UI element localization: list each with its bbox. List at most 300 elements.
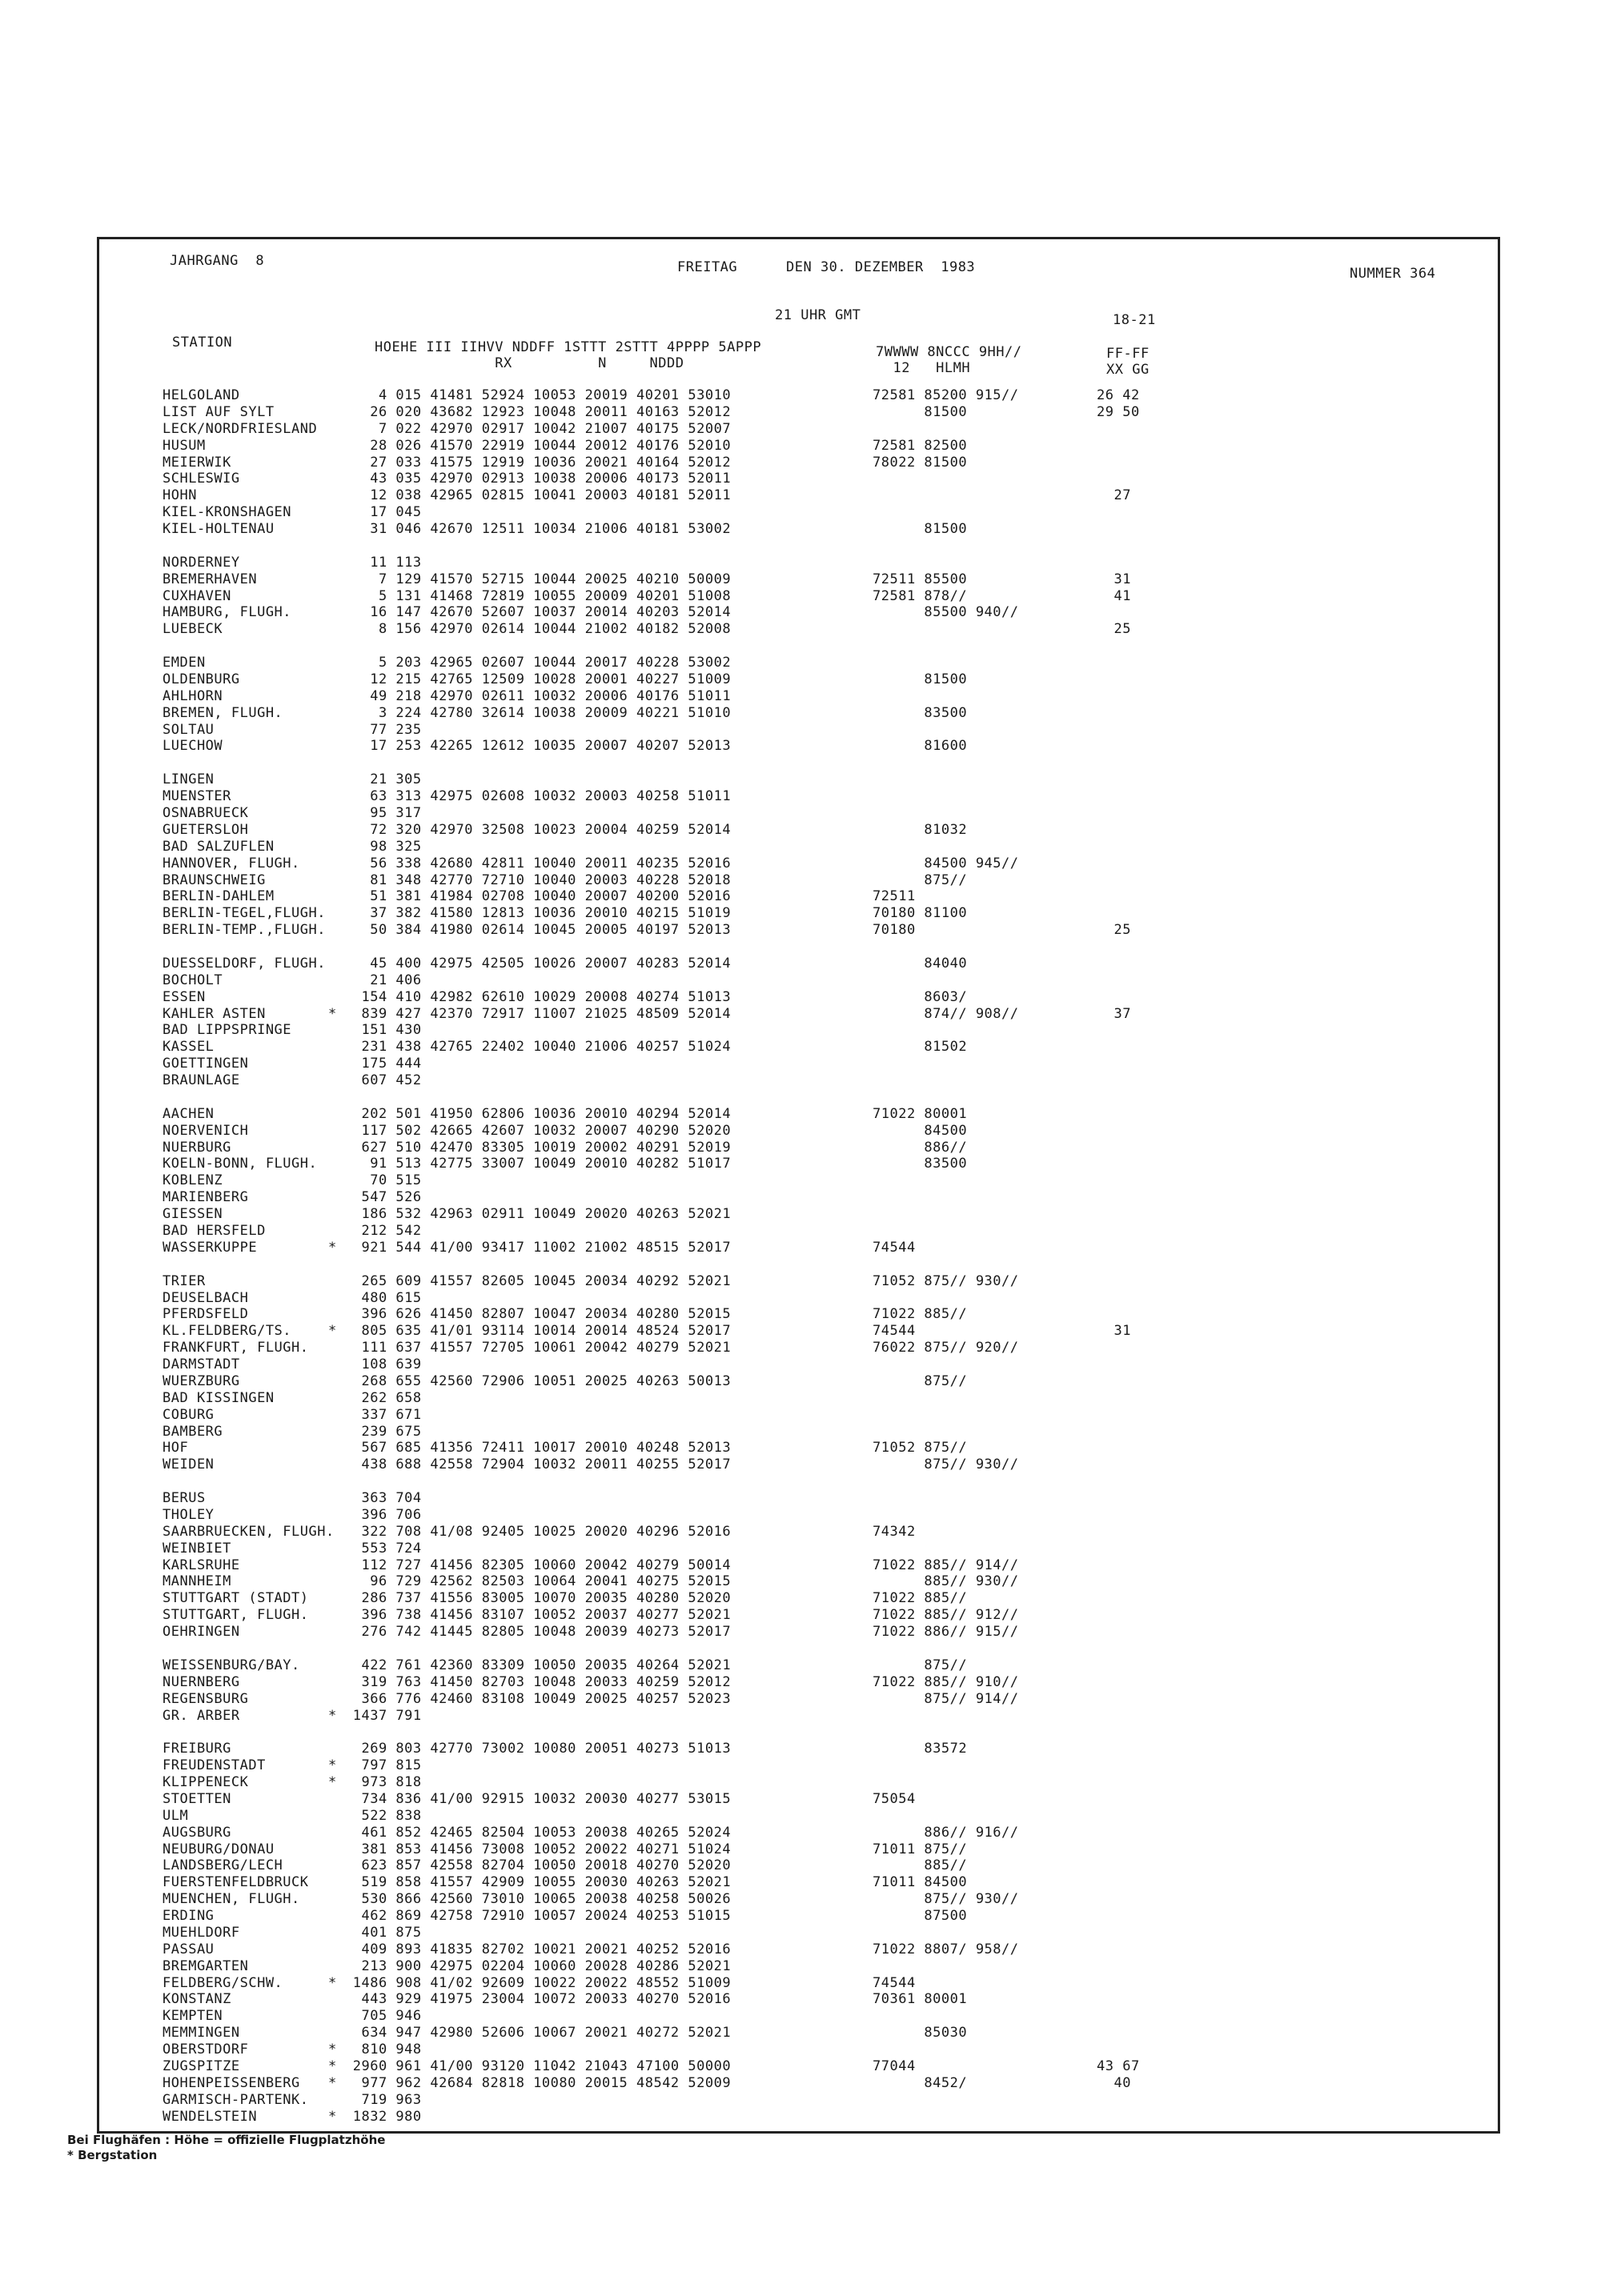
observation-values: 28 026 41570 22919 10044 20012 40176 52010 xyxy=(344,437,732,454)
station-name: BERLIN-TEMP.,FLUGH. xyxy=(163,922,326,939)
observation-values: 231 438 42765 22402 10040 21006 40257 51024 xyxy=(344,1039,732,1056)
table-row xyxy=(0,1657,1601,1673)
observation-values: 797 815 xyxy=(344,1757,422,1774)
gust-values: 40 xyxy=(1097,2074,1131,2091)
synop-groups: 70180 81100 xyxy=(873,905,968,922)
station-name: BAMBERG xyxy=(163,1423,223,1440)
table-row xyxy=(0,1791,1601,1807)
observation-values: 921 544 41/00 93417 11002 21002 48515 52017 xyxy=(344,1239,732,1256)
synop-groups: 72581 878// xyxy=(873,587,968,604)
table-row xyxy=(0,855,1601,872)
observation-values: 175 444 xyxy=(344,1056,422,1072)
mountain-station-marker: * xyxy=(328,1005,337,1022)
station-name: SAARBRUECKEN, FLUGH. xyxy=(163,1523,335,1540)
table-row xyxy=(0,822,1601,838)
table-row xyxy=(0,1323,1601,1339)
gust-values: 31 xyxy=(1097,1323,1131,1340)
gust-values: 43 67 xyxy=(1097,2058,1140,2074)
station-name: OLDENBURG xyxy=(163,671,240,687)
obs-column-subheader: RX N NDDD xyxy=(375,355,684,371)
station-name: MUEHLDORF xyxy=(163,1924,240,1941)
observation-values: 17 045 xyxy=(344,504,422,521)
station-name: SCHLESWIG xyxy=(163,471,240,487)
station-name: BAD HERSFELD xyxy=(163,1223,266,1239)
table-row xyxy=(0,1557,1601,1573)
table-row xyxy=(0,872,1601,888)
synop-groups: 85500 940// xyxy=(873,604,1019,621)
gust-values: 25 xyxy=(1097,621,1131,638)
synop-groups: 81032 xyxy=(873,821,968,838)
gust-values: 29 50 xyxy=(1097,403,1140,420)
synop-groups: 72581 82500 xyxy=(873,437,968,454)
station-name: BERUS xyxy=(163,1490,206,1507)
table-row xyxy=(0,1306,1601,1322)
table-row xyxy=(0,1691,1601,1707)
observation-values: 1437 791 xyxy=(344,1707,422,1724)
synop-groups: 71022 885// xyxy=(873,1306,968,1323)
group-spacer xyxy=(0,1641,1601,1657)
station-name: KARLSRUHE xyxy=(163,1557,240,1573)
table-row xyxy=(0,1189,1601,1205)
observation-values: 151 430 xyxy=(344,1022,422,1039)
synop-groups: 85030 xyxy=(873,2025,968,2042)
period-label: 18-21 xyxy=(1113,312,1156,328)
table-row xyxy=(0,1356,1601,1372)
table-row xyxy=(0,1123,1601,1139)
observation-values: 202 501 41950 62806 10036 20010 40294 52014 xyxy=(344,1105,732,1122)
table-row xyxy=(0,1774,1601,1790)
footnote-airport-height: Bei Flughäfen : Höhe = offizielle Flugplatzhöhe xyxy=(67,2133,386,2147)
synop-groups: 8452/ xyxy=(873,2074,968,2091)
table-row xyxy=(0,621,1601,637)
synop-groups: 874// 908// xyxy=(873,1005,1019,1022)
observation-values: 49 218 42970 02611 10032 20006 40176 51011 xyxy=(344,687,732,704)
station-name: KOELN-BONN, FLUGH. xyxy=(163,1156,318,1172)
synop-groups: 71011 875// xyxy=(873,1841,968,1857)
observation-values: 77 235 xyxy=(344,721,422,738)
observation-values: 719 963 xyxy=(344,2091,422,2108)
observation-values: 319 763 41450 82703 10048 20033 40259 52012 xyxy=(344,1673,732,1690)
station-name: COBURG xyxy=(163,1406,215,1423)
synop-groups: 83500 xyxy=(873,1156,968,1172)
table-row xyxy=(0,1223,1601,1239)
table-row xyxy=(0,1857,1601,1873)
table-row xyxy=(0,655,1601,671)
station-name: WEIDEN xyxy=(163,1457,215,1473)
observation-values: 705 946 xyxy=(344,2008,422,2025)
observation-values: 1832 980 xyxy=(344,2108,422,2125)
observation-values: 31 046 42670 12511 10034 21006 40181 53002 xyxy=(344,521,732,538)
station-name: KAHLER ASTEN xyxy=(163,1005,266,1022)
station-name: HUSUM xyxy=(163,437,206,454)
station-name: DUESSELDORF, FLUGH. xyxy=(163,955,326,972)
table-row xyxy=(0,1056,1601,1072)
volume-label: JAHRGANG 8 xyxy=(170,253,265,269)
table-row xyxy=(0,671,1601,687)
observation-time: 21 UHR GMT xyxy=(775,307,861,323)
synop-groups: 87500 xyxy=(873,1908,968,1925)
observation-values: 443 929 41975 23004 10072 20033 40270 52016 xyxy=(344,1991,732,2008)
synop-column-header: 7WWWW 8NCCC 9HH// xyxy=(876,344,1022,360)
table-row xyxy=(0,1156,1601,1172)
station-name: BOCHOLT xyxy=(163,972,223,988)
station-name: ZUGSPITZE xyxy=(163,2058,240,2074)
table-row xyxy=(0,588,1601,604)
table-row xyxy=(0,1674,1601,1690)
observation-values: 530 866 42560 73010 10065 20038 40258 50026 xyxy=(344,1891,732,1908)
observation-values: 366 776 42460 83108 10049 20025 40257 52023 xyxy=(344,1690,732,1707)
gust-column-subheader: XX GG xyxy=(1106,362,1150,378)
observation-values: 522 838 xyxy=(344,1807,422,1824)
observation-values: 322 708 41/08 92405 10025 20020 40296 52016 xyxy=(344,1523,732,1540)
table-row xyxy=(0,1390,1601,1406)
mountain-station-marker: * xyxy=(328,1239,337,1256)
synop-groups: 71022 885// 914// xyxy=(873,1557,1019,1573)
station-name: KL.FELDBERG/TS. xyxy=(163,1323,292,1340)
table-row xyxy=(0,404,1601,420)
table-row xyxy=(0,905,1601,921)
synop-groups: 81500 xyxy=(873,671,968,687)
station-name: BREMEN, FLUGH. xyxy=(163,704,283,721)
synop-groups: 81600 xyxy=(873,738,968,755)
station-name: MANNHEIM xyxy=(163,1573,231,1590)
observation-values: 396 626 41450 82807 10047 20034 40280 52015 xyxy=(344,1306,732,1323)
observation-values: 112 727 41456 82305 10060 20042 40279 50014 xyxy=(344,1557,732,1573)
observation-values: 567 685 41356 72411 10017 20010 40248 52013 xyxy=(344,1440,732,1457)
station-name: BERLIN-DAHLEM xyxy=(163,888,275,905)
station-name: PASSAU xyxy=(163,1941,215,1957)
observation-values: 409 893 41835 82702 10021 20021 40252 52016 xyxy=(344,1941,732,1957)
observation-values: 973 818 xyxy=(344,1774,422,1791)
table-row xyxy=(0,688,1601,704)
table-row xyxy=(0,1440,1601,1456)
table-row xyxy=(0,972,1601,988)
table-row xyxy=(0,1106,1601,1122)
table-row xyxy=(0,1457,1601,1473)
mountain-station-marker: * xyxy=(328,1323,337,1340)
station-name: GOETTINGEN xyxy=(163,1056,249,1072)
observation-values: 265 609 41557 82605 10045 20034 40292 52021 xyxy=(344,1272,732,1289)
station-name: HELGOLAND xyxy=(163,387,240,403)
group-spacer xyxy=(0,939,1601,955)
station-name: FRANKFURT, FLUGH. xyxy=(163,1340,309,1356)
table-row xyxy=(0,421,1601,437)
station-name: GR. ARBER xyxy=(163,1707,240,1724)
synop-groups: 81500 xyxy=(873,521,968,538)
station-name: LUEBECK xyxy=(163,621,223,638)
observation-values: 839 427 42370 72917 11007 21025 48509 52014 xyxy=(344,1005,732,1022)
station-name: NUERBURG xyxy=(163,1139,231,1156)
observation-values: 63 313 42975 02608 10032 20003 40258 51011 xyxy=(344,788,732,805)
synop-groups: 77044 xyxy=(873,2058,916,2074)
synop-groups: 875// xyxy=(873,872,968,888)
table-row xyxy=(0,738,1601,754)
observation-values: 607 452 xyxy=(344,1072,422,1089)
table-row xyxy=(0,1573,1601,1589)
observation-values: 70 515 xyxy=(344,1172,422,1189)
table-row xyxy=(0,387,1601,403)
obs-column-header: HOEHE III IIHVV NDDFF 1STTT 2STTT 4PPPP 5APPP xyxy=(375,339,762,355)
observation-values: 268 655 42560 72906 10051 20025 40263 50013 xyxy=(344,1372,732,1389)
table-row xyxy=(0,1206,1601,1222)
observation-values: 734 836 41/00 92915 10032 20030 40277 53015 xyxy=(344,1790,732,1807)
table-row xyxy=(0,1958,1601,1974)
observation-values: 363 704 xyxy=(344,1490,422,1507)
table-row xyxy=(0,2075,1601,2091)
station-name: BREMERHAVEN xyxy=(163,571,258,587)
table-row xyxy=(0,1891,1601,1907)
observation-values: 519 858 41557 42909 10055 20030 40263 52021 xyxy=(344,1874,732,1891)
observation-values: 96 729 42562 82503 10064 20041 40275 52015 xyxy=(344,1573,732,1590)
mountain-station-marker: * xyxy=(328,1757,337,1774)
synop-groups: 886// xyxy=(873,1139,968,1156)
table-row xyxy=(0,956,1601,972)
observation-values: 45 400 42975 42505 10026 20007 40283 52014 xyxy=(344,955,732,972)
table-row xyxy=(0,604,1601,620)
station-name: BERLIN-TEGEL,FLUGH. xyxy=(163,905,326,922)
table-row xyxy=(0,1273,1601,1289)
station-name: FREUDENSTADT xyxy=(163,1757,266,1774)
observation-values: 805 635 41/01 93114 10014 20014 48524 52017 xyxy=(344,1323,732,1340)
station-name: THOLEY xyxy=(163,1506,215,1523)
table-row xyxy=(0,1541,1601,1557)
table-row xyxy=(0,438,1601,454)
table-row xyxy=(0,1072,1601,1088)
table-row xyxy=(0,788,1601,804)
observation-values: 337 671 xyxy=(344,1406,422,1423)
synop-groups: 78022 81500 xyxy=(873,454,968,471)
synop-groups: 84040 xyxy=(873,955,968,972)
observation-values: 623 857 42558 82704 10050 20018 40270 52020 xyxy=(344,1857,732,1874)
station-name: KIEL-HOLTENAU xyxy=(163,521,275,538)
table-row xyxy=(0,888,1601,904)
observation-values: 117 502 42665 42607 10032 20007 40290 52020 xyxy=(344,1122,732,1139)
station-name: GUETERSLOH xyxy=(163,821,249,838)
mountain-station-marker: * xyxy=(328,2042,337,2058)
synop-groups: 74544 xyxy=(873,1974,916,1991)
station-name: GIESSEN xyxy=(163,1206,223,1223)
station-name: FREIBURG xyxy=(163,1741,231,1757)
station-name: OSNABRUECK xyxy=(163,805,249,821)
observation-values: 438 688 42558 72904 10032 20011 40255 52017 xyxy=(344,1457,732,1473)
table-row xyxy=(0,1022,1601,1038)
station-name: HOHENPEISSENBERG xyxy=(163,2074,300,2091)
footnote-mountain-station: * Bergstation xyxy=(67,2148,158,2162)
station-name: ESSEN xyxy=(163,988,206,1005)
observation-values: 154 410 42982 62610 10029 20008 40274 51013 xyxy=(344,988,732,1005)
observation-values: 462 869 42758 72910 10057 20024 40253 51015 xyxy=(344,1908,732,1925)
mountain-station-marker: * xyxy=(328,1774,337,1791)
gust-values: 25 xyxy=(1097,922,1131,939)
observation-values: 239 675 xyxy=(344,1423,422,1440)
synop-groups: 81500 xyxy=(873,403,968,420)
synop-groups: 71022 8807/ 958// xyxy=(873,1941,1019,1957)
observation-values: 98 325 xyxy=(344,838,422,855)
synop-groups: 875// 914// xyxy=(873,1690,1019,1707)
table-row xyxy=(0,1607,1601,1623)
station-name: ULM xyxy=(163,1807,189,1824)
synop-groups: 74342 xyxy=(873,1523,916,1540)
station-name: NOERVENICH xyxy=(163,1122,249,1139)
synop-groups: 8603/ xyxy=(873,988,968,1005)
observation-values: 8 156 42970 02614 10044 21002 40182 52008 xyxy=(344,621,732,638)
station-name: NEUBURG/DONAU xyxy=(163,1841,275,1857)
observation-values: 286 737 41556 83005 10070 20035 40280 52020 xyxy=(344,1590,732,1607)
observation-values: 422 761 42360 83309 10050 20035 40264 52021 xyxy=(344,1657,732,1673)
station-name: HANNOVER, FLUGH. xyxy=(163,855,300,872)
synop-groups: 71022 80001 xyxy=(873,1105,968,1122)
group-spacer xyxy=(0,638,1601,654)
table-row xyxy=(0,455,1601,471)
table-row xyxy=(0,2008,1601,2024)
observation-values: 2960 961 41/00 93120 11042 21043 47100 50000 xyxy=(344,2058,732,2074)
synop-groups: 70361 80001 xyxy=(873,1991,968,2008)
station-column-header: STATION xyxy=(172,335,233,351)
observation-values: 81 348 42770 72710 10040 20003 40228 52018 xyxy=(344,872,732,888)
table-row xyxy=(0,504,1601,520)
station-name: BRAUNSCHWEIG xyxy=(163,872,266,888)
table-row xyxy=(0,1991,1601,2007)
table-row xyxy=(0,771,1601,787)
observation-values: 186 532 42963 02911 10049 20020 40263 52021 xyxy=(344,1206,732,1223)
table-row xyxy=(0,1340,1601,1356)
station-name: NUERNBERG xyxy=(163,1673,240,1690)
observation-values: 213 900 42975 02204 10060 20028 40286 52021 xyxy=(344,1957,732,1974)
synop-groups: 71022 886// 915// xyxy=(873,1624,1019,1641)
observation-values: 396 706 xyxy=(344,1506,422,1523)
group-spacer xyxy=(0,1724,1601,1740)
observation-values: 26 020 43682 12923 10048 20011 40163 52012 xyxy=(344,403,732,420)
observation-values: 37 382 41580 12813 10036 20010 40215 51019 xyxy=(344,905,732,922)
table-row xyxy=(0,1006,1601,1022)
table-row xyxy=(0,2025,1601,2041)
station-name: HOHN xyxy=(163,487,197,504)
observation-values: 91 513 42775 33007 10049 20010 40282 51017 xyxy=(344,1156,732,1172)
station-name: CUXHAVEN xyxy=(163,587,231,604)
date-label: DEN 30. DEZEMBER 1983 xyxy=(786,259,976,275)
station-name: FELDBERG/SCHW. xyxy=(163,1974,283,1991)
station-name: WEISSENBURG/BAY. xyxy=(163,1657,300,1673)
station-name: KONSTANZ xyxy=(163,1991,231,2008)
table-row xyxy=(0,1825,1601,1841)
station-name: KLIPPENECK xyxy=(163,1774,249,1791)
table-row xyxy=(0,1407,1601,1423)
station-name: WASSERKUPPE xyxy=(163,1239,258,1256)
station-name: LUECHOW xyxy=(163,738,223,755)
station-name: OBERSTDORF xyxy=(163,2042,249,2058)
station-name: MEMMINGEN xyxy=(163,2025,240,2042)
synop-groups: 75054 xyxy=(873,1790,916,1807)
station-name: HAMBURG, FLUGH. xyxy=(163,604,292,621)
table-row xyxy=(0,1925,1601,1941)
table-row xyxy=(0,471,1601,487)
table-row xyxy=(0,805,1601,821)
observation-values: 381 853 41456 73008 10052 20022 40271 51024 xyxy=(344,1841,732,1857)
station-name: EMDEN xyxy=(163,655,206,671)
gust-values: 31 xyxy=(1097,571,1131,587)
table-row xyxy=(0,2058,1601,2074)
synop-groups: 81502 xyxy=(873,1039,968,1056)
observation-values: 72 320 42970 32508 10023 20004 40259 52014 xyxy=(344,821,732,838)
observation-values: 56 338 42680 42811 10040 20011 40235 52016 xyxy=(344,855,732,872)
station-name: BAD LIPPSPRINGE xyxy=(163,1022,292,1039)
gust-values: 27 xyxy=(1097,487,1131,504)
table-row xyxy=(0,1524,1601,1540)
station-name: AUGSBURG xyxy=(163,1824,231,1841)
table-row xyxy=(0,1708,1601,1724)
mountain-station-marker: * xyxy=(328,2058,337,2074)
table-row xyxy=(0,989,1601,1005)
observation-values: 461 852 42465 82504 10053 20038 40265 52024 xyxy=(344,1824,732,1841)
station-name: STOETTEN xyxy=(163,1790,231,1807)
observation-values: 634 947 42980 52606 10067 20021 40272 52021 xyxy=(344,2025,732,2042)
table-row xyxy=(0,722,1601,738)
table-row xyxy=(0,1039,1601,1055)
synop-groups: 71022 885// xyxy=(873,1590,968,1607)
table-row xyxy=(0,839,1601,855)
station-name: DEUSELBACH xyxy=(163,1289,249,1306)
mountain-station-marker: * xyxy=(328,1707,337,1724)
issue-number: NUMMER 364 xyxy=(1350,266,1436,282)
station-name: DARMSTADT xyxy=(163,1356,240,1373)
station-name: TRIER xyxy=(163,1272,206,1289)
observation-values: 12 215 42765 12509 10028 20001 40227 51009 xyxy=(344,671,732,687)
station-name: ERDING xyxy=(163,1908,215,1925)
synop-groups: 83500 xyxy=(873,704,968,721)
synop-groups: 70180 xyxy=(873,922,916,939)
station-name: WENDELSTEIN xyxy=(163,2108,258,2125)
synop-groups: 71022 885// 912// xyxy=(873,1607,1019,1624)
station-name: MEIERWIK xyxy=(163,454,231,471)
observation-values: 5 203 42965 02607 10044 20017 40228 53002 xyxy=(344,655,732,671)
station-name: OEHRINGEN xyxy=(163,1624,240,1641)
station-name: KEMPTEN xyxy=(163,2008,223,2025)
observation-values: 7 022 42970 02917 10042 21007 40175 52007 xyxy=(344,420,732,437)
synop-groups: 84500 945// xyxy=(873,855,1019,872)
observation-values: 1486 908 41/02 92609 10022 20022 48552 51009 xyxy=(344,1974,732,1991)
mountain-station-marker: * xyxy=(328,2108,337,2125)
table-row xyxy=(0,1874,1601,1890)
synop-groups: 83572 xyxy=(873,1741,968,1757)
observation-values: 810 948 xyxy=(344,2042,422,2058)
synop-groups: 885// xyxy=(873,1857,968,1874)
station-name: AHLHORN xyxy=(163,687,223,704)
station-name: KIEL-KRONSHAGEN xyxy=(163,504,292,521)
synop-groups: 72581 85200 915// xyxy=(873,387,1019,403)
station-name: MUENCHEN, FLUGH. xyxy=(163,1891,300,1908)
station-name: LANDSBERG/LECH xyxy=(163,1857,283,1874)
station-name: WUERZBURG xyxy=(163,1372,240,1389)
station-name: SOLTAU xyxy=(163,721,215,738)
table-row xyxy=(0,1624,1601,1640)
station-name: FUERSTENFELDBRUCK xyxy=(163,1874,309,1891)
table-row xyxy=(0,2092,1601,2108)
observation-values: 553 724 xyxy=(344,1540,422,1557)
synop-groups: 84500 xyxy=(873,1122,968,1139)
station-name: BRAUNLAGE xyxy=(163,1072,240,1089)
observation-values: 51 381 41984 02708 10040 20007 40200 52016 xyxy=(344,888,732,905)
synop-groups: 875// xyxy=(873,1372,968,1389)
table-row xyxy=(0,571,1601,587)
observation-values: 4 015 41481 52924 10053 20019 40201 53010 xyxy=(344,387,732,403)
group-spacer xyxy=(0,1089,1601,1105)
station-name: GARMISCH-PARTENK. xyxy=(163,2091,309,2108)
gust-values: 41 xyxy=(1097,587,1131,604)
table-row xyxy=(0,1424,1601,1440)
synop-groups: 76022 875// 920// xyxy=(873,1340,1019,1356)
station-name: WEINBIET xyxy=(163,1540,231,1557)
station-name: KOBLENZ xyxy=(163,1172,223,1189)
